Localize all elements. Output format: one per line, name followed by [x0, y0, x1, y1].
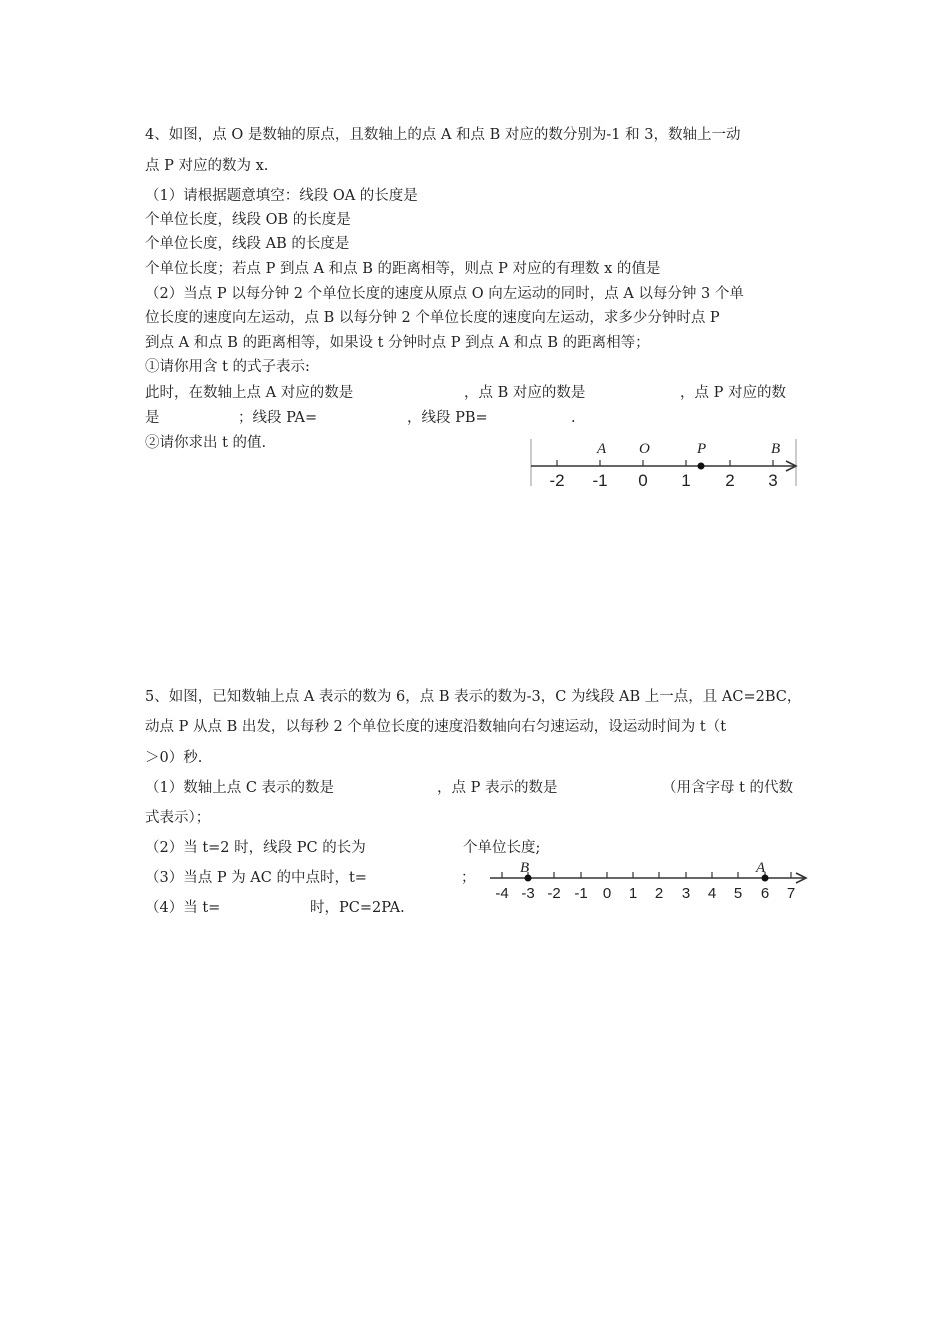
p4-intro-line1: 4、如图，点 O 是数轴的原点，且数轴上的点 A 和点 B 对应的数分别为-1 和 3，数轴上一动: [145, 127, 741, 143]
p4-part2-line1: （2）当点 P 以每分钟 2 个单位长度的速度从原点 O 向左运动的同时，点 A 以每分钟 3 个单: [145, 286, 744, 302]
p5-part1-text-a: （1）数轴上点 C 表示的数是: [145, 780, 335, 796]
p4-sub1-text-f: ，线段 PB=: [407, 410, 488, 426]
p5-part3-text-b: ；: [461, 870, 476, 886]
p5-intro-line3: ＞0）秒.: [145, 750, 203, 766]
p4-part1-line1: （1）请根据题意填空：线段 OA 的长度是: [145, 188, 418, 204]
p4-intro-line2: 点 P 对应的数为 x.: [145, 158, 269, 174]
p4-sub1-text-c: ，点 P 对应的数: [680, 385, 786, 401]
p4-tick-label: 2: [725, 471, 735, 490]
p5-tick-label: 3: [681, 885, 691, 902]
p5-part4-text-b: 时，PC=2PA.: [310, 900, 405, 916]
p5-part4-text-a: （4）当 t=: [145, 900, 221, 916]
p4-part1-line4: 个单位长度；若点 P 到点 A 和点 B 的距离相等，则点 P 对应的有理数 x 的值是: [145, 261, 661, 277]
p4-point-p-dot: [698, 463, 705, 470]
p5-tick-label: -4: [495, 885, 509, 902]
p4-sub1-text-b: ，点 B 对应的数是: [464, 385, 586, 401]
p5-part2-text-b: 个单位长度;: [463, 840, 541, 856]
p4-tick-label: 0: [638, 471, 648, 490]
p4-label-o: O: [639, 441, 650, 457]
p5-tick-label: -2: [547, 885, 561, 902]
p4-label-a: A: [597, 441, 607, 457]
p4-number-line-figure: [528, 436, 800, 488]
p4-tick-label: 1: [681, 471, 691, 490]
p5-tick-label: 6: [760, 885, 770, 902]
p4-part2-line3: 到点 A 和点 B 的距离相等，如果设 t 分钟时点 P 到点 A 和点 B 的距离相等；: [145, 335, 650, 351]
p4-sub1-text-g: .: [571, 410, 576, 426]
p5-number-line-figure: [488, 856, 810, 902]
p5-part2-text-a: （2）当 t=2 时，线段 PC 的长为: [145, 840, 366, 856]
p5-tick-label: 7: [786, 885, 796, 902]
p4-sub1-text-e: ；线段 PA=: [238, 410, 318, 426]
p5-tick-label: 5: [733, 885, 743, 902]
p5-label-a: A: [756, 860, 766, 876]
p4-sub2: ②请你求出 t 的值.: [145, 435, 267, 451]
p4-label-p: P: [697, 441, 707, 457]
p4-tick-label: 3: [768, 471, 778, 490]
p5-part1-text-d: 式表示）；: [145, 810, 211, 826]
p4-label-b: B: [771, 441, 781, 457]
p5-label-b: B: [520, 860, 530, 876]
p5-tick-label: 2: [654, 885, 664, 902]
p5-tick-label: -3: [521, 885, 535, 902]
p4-tick-label: -1: [592, 471, 608, 490]
p4-sub1-text-d: 是: [145, 410, 160, 426]
p5-part1-text-b: ，点 P 表示的数是: [437, 780, 558, 796]
p5-intro-line2: 动点 P 从点 B 出发，以每秒 2 个单位长度的速度沿数轴向右匀速运动，设运动时间为 t（t: [145, 719, 727, 735]
p5-intro-line1: 5、如图，已知数轴上点 A 表示的数为 6，点 B 表示的数为-3，C 为线段 AB 上一点，且 AC=2BC，: [145, 689, 802, 705]
p4-tick-label: -2: [549, 471, 565, 490]
p5-part1-text-c: （用含字母 t 的代数: [662, 780, 794, 796]
p4-sub1-text-a: 此时，在数轴上点 A 对应的数是: [145, 385, 354, 401]
p5-tick-label: 4: [707, 885, 717, 902]
p4-part2-line2: 位长度的速度向左运动，点 B 以每分钟 2 个单位长度的速度向左运动，求多少分钟时点 P: [145, 310, 720, 326]
p5-tick-label: 1: [628, 885, 638, 902]
p4-part1-line2: 个单位长度，线段 OB 的长度是: [145, 212, 351, 228]
p5-part3-text-a: （3）当点 P 为 AC 的中点时，t=: [145, 870, 367, 886]
p4-sub1-heading: ①请你用含 t 的式子表示:: [145, 359, 310, 375]
p4-part1-line3: 个单位长度，线段 AB 的长度是: [145, 236, 350, 252]
p5-tick-label: -1: [574, 885, 588, 902]
p5-tick-label: 0: [602, 885, 612, 902]
